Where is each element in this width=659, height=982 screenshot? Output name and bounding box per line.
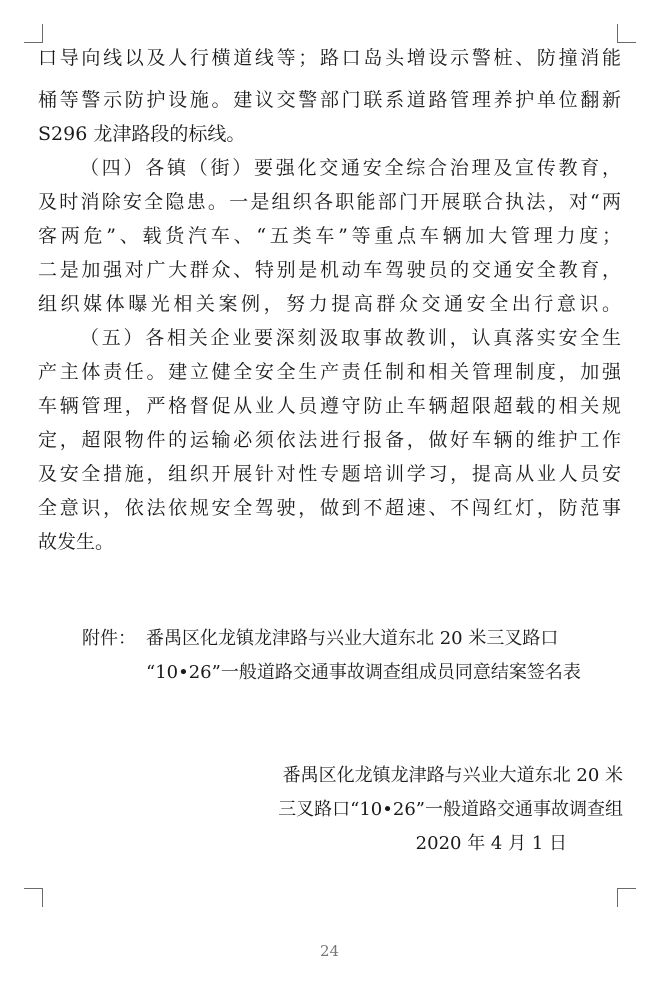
body-line: 全意识，依法依规安全驾驶，做到不超速、不闯红灯，防范事 — [38, 497, 621, 519]
section-five-heading-line: （五）各相关企业要深刻汲取事故教训，认真落实安全生 — [80, 327, 621, 349]
body-line: 组织媒体曝光相关案例，努力提高群众交通安全出行意识。 — [38, 293, 621, 315]
crop-mark-bottom-left — [24, 888, 43, 907]
crop-mark-top-left — [24, 24, 43, 43]
crop-mark-bottom-right — [617, 888, 636, 907]
crop-mark-top-right — [617, 24, 636, 43]
body-line: 车辆管理，严格督促从业人员遵守防止车辆超限超载的相关规 — [38, 395, 621, 417]
body-line: 口导向线以及人行横道线等；路口岛头增设示警桩、防撞消能 — [38, 47, 621, 69]
body-line: S296 龙津路段的标线。 — [38, 123, 246, 145]
body-line: 产主体责任。建立健全安全生产责任制和相关管理制度，加强 — [38, 361, 621, 383]
body-line: 及时消除安全隐患。一是组织各职能部门开展联合执法，对“两 — [38, 191, 621, 213]
body-line: 及安全措施，组织开展针对性专题培训学习，提高从业人员安 — [38, 463, 621, 485]
body-line: 二是加强对广大群众、特别是机动车驾驶员的交通安全教育， — [38, 259, 621, 281]
signature-date: 2020 年 4 月 1 日 — [415, 833, 567, 854]
body-line: 定，超限物件的运输必须依法进行报备，做好车辆的维护工作 — [38, 429, 621, 451]
body-line: 故发生。 — [38, 531, 115, 553]
page-number: 24 — [319, 942, 340, 960]
section-four-heading-line: （四）各镇（街）要强化交通安全综合治理及宣传教育， — [80, 157, 621, 179]
attachment-label: 附件： — [82, 628, 136, 649]
attachment-title-line-1: 番禺区化龙镇龙津路与兴业大道东北 20 米三叉路口 — [146, 628, 559, 649]
signature-org-line-2: 三叉路口“10•26”一般道路交通事故调查组 — [278, 799, 623, 820]
body-line: 桶等警示防护设施。建议交警部门联系道路管理养护单位翻新 — [38, 89, 621, 111]
attachment-title-line-2: “10•26”一般道路交通事故调查组成员同意结案签名表 — [146, 662, 581, 683]
signature-org-line-1: 番禺区化龙镇龙津路与兴业大道东北 20 米 — [282, 765, 623, 786]
body-line: 客两危”、载货汽车、“五类车”等重点车辆加大管理力度； — [38, 225, 621, 247]
